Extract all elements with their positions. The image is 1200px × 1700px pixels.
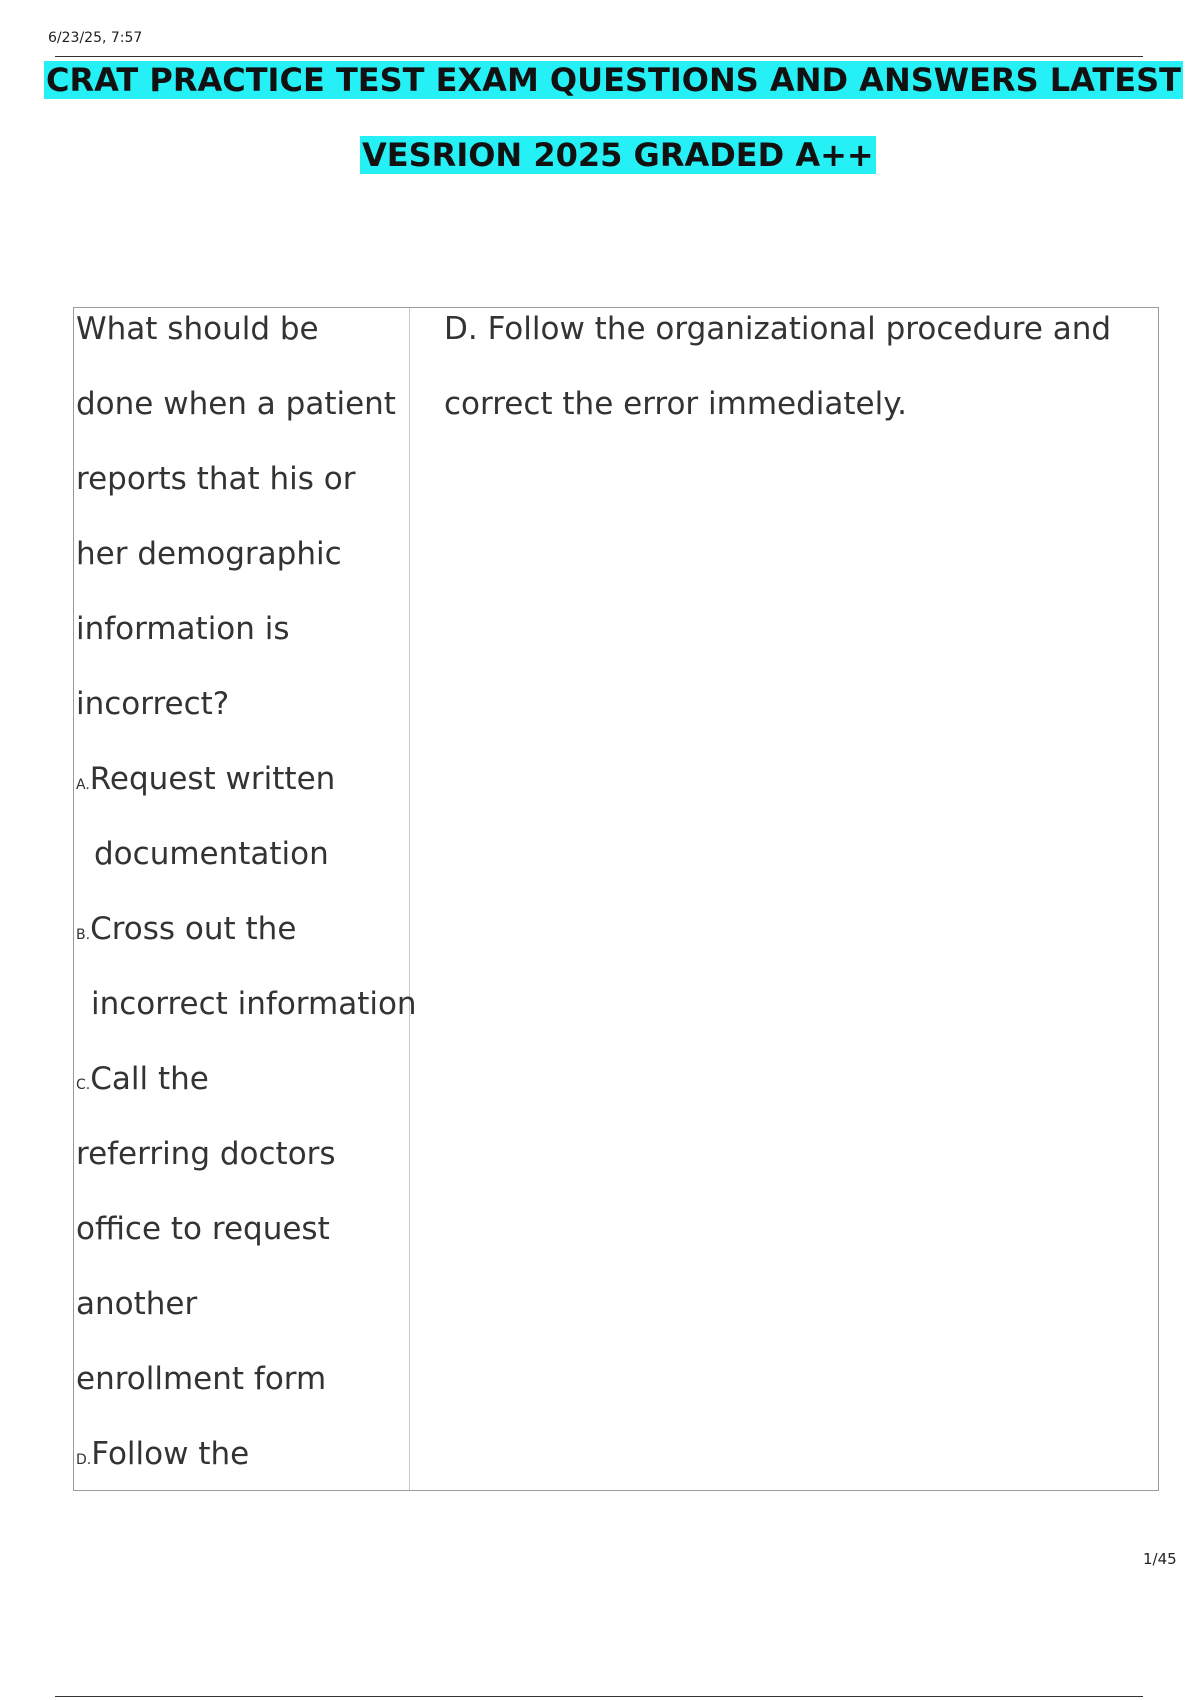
option-d-letter: D. (76, 1452, 92, 1468)
option-a-text: Request written (89, 761, 336, 797)
bottom-divider (55, 1696, 1143, 1697)
option-b (76, 908, 406, 983)
option-c-continuation: enrollment form (76, 1361, 327, 1397)
print-timestamp: 6/23/25, 7:57 (48, 30, 143, 46)
answer-text-line: correct the error immediately. (444, 386, 908, 422)
question-text-line: her demographic (76, 536, 342, 572)
document-title-line-1: CRAT PRACTICE TEST EXAM QUESTIONS AND ANSWERS LATEST (46, 61, 1181, 99)
question-answer-table (73, 307, 1159, 1491)
option-c-text: Call the (90, 1061, 209, 1097)
question-text-line: incorrect? (76, 686, 230, 722)
question-cell (76, 308, 417, 1508)
option-c-continuation: another (76, 1286, 198, 1322)
option-d-text: Follow the (91, 1436, 250, 1472)
option-a (76, 758, 406, 833)
option-b-text: Cross out the (90, 911, 297, 947)
option-b-continuation: incorrect information (91, 986, 417, 1022)
option-c (76, 1058, 406, 1133)
question-text-line: information is (76, 611, 290, 647)
option-c-continuation: office to request (76, 1211, 330, 1247)
option-b-letter: B. (76, 927, 91, 943)
page-number: 1/45 (1143, 1550, 1177, 1568)
question-text-line: done when a patient (76, 386, 396, 422)
column-divider (409, 308, 410, 1490)
top-divider (55, 56, 1143, 57)
document-title-line-2: VESRION 2025 GRADED A++ (362, 136, 874, 174)
question-text-line: What should be (76, 311, 319, 347)
question-text-line: reports that his or (76, 461, 356, 497)
option-a-continuation: documentation (94, 836, 329, 872)
answer-text-line: D. Follow the organizational procedure and (444, 311, 1112, 347)
answer-cell (444, 308, 1144, 458)
option-a-letter: A. (76, 777, 90, 793)
option-c-continuation: referring doctors (76, 1136, 336, 1172)
option-c-letter: C. (76, 1077, 91, 1093)
option-d (76, 1433, 406, 1508)
